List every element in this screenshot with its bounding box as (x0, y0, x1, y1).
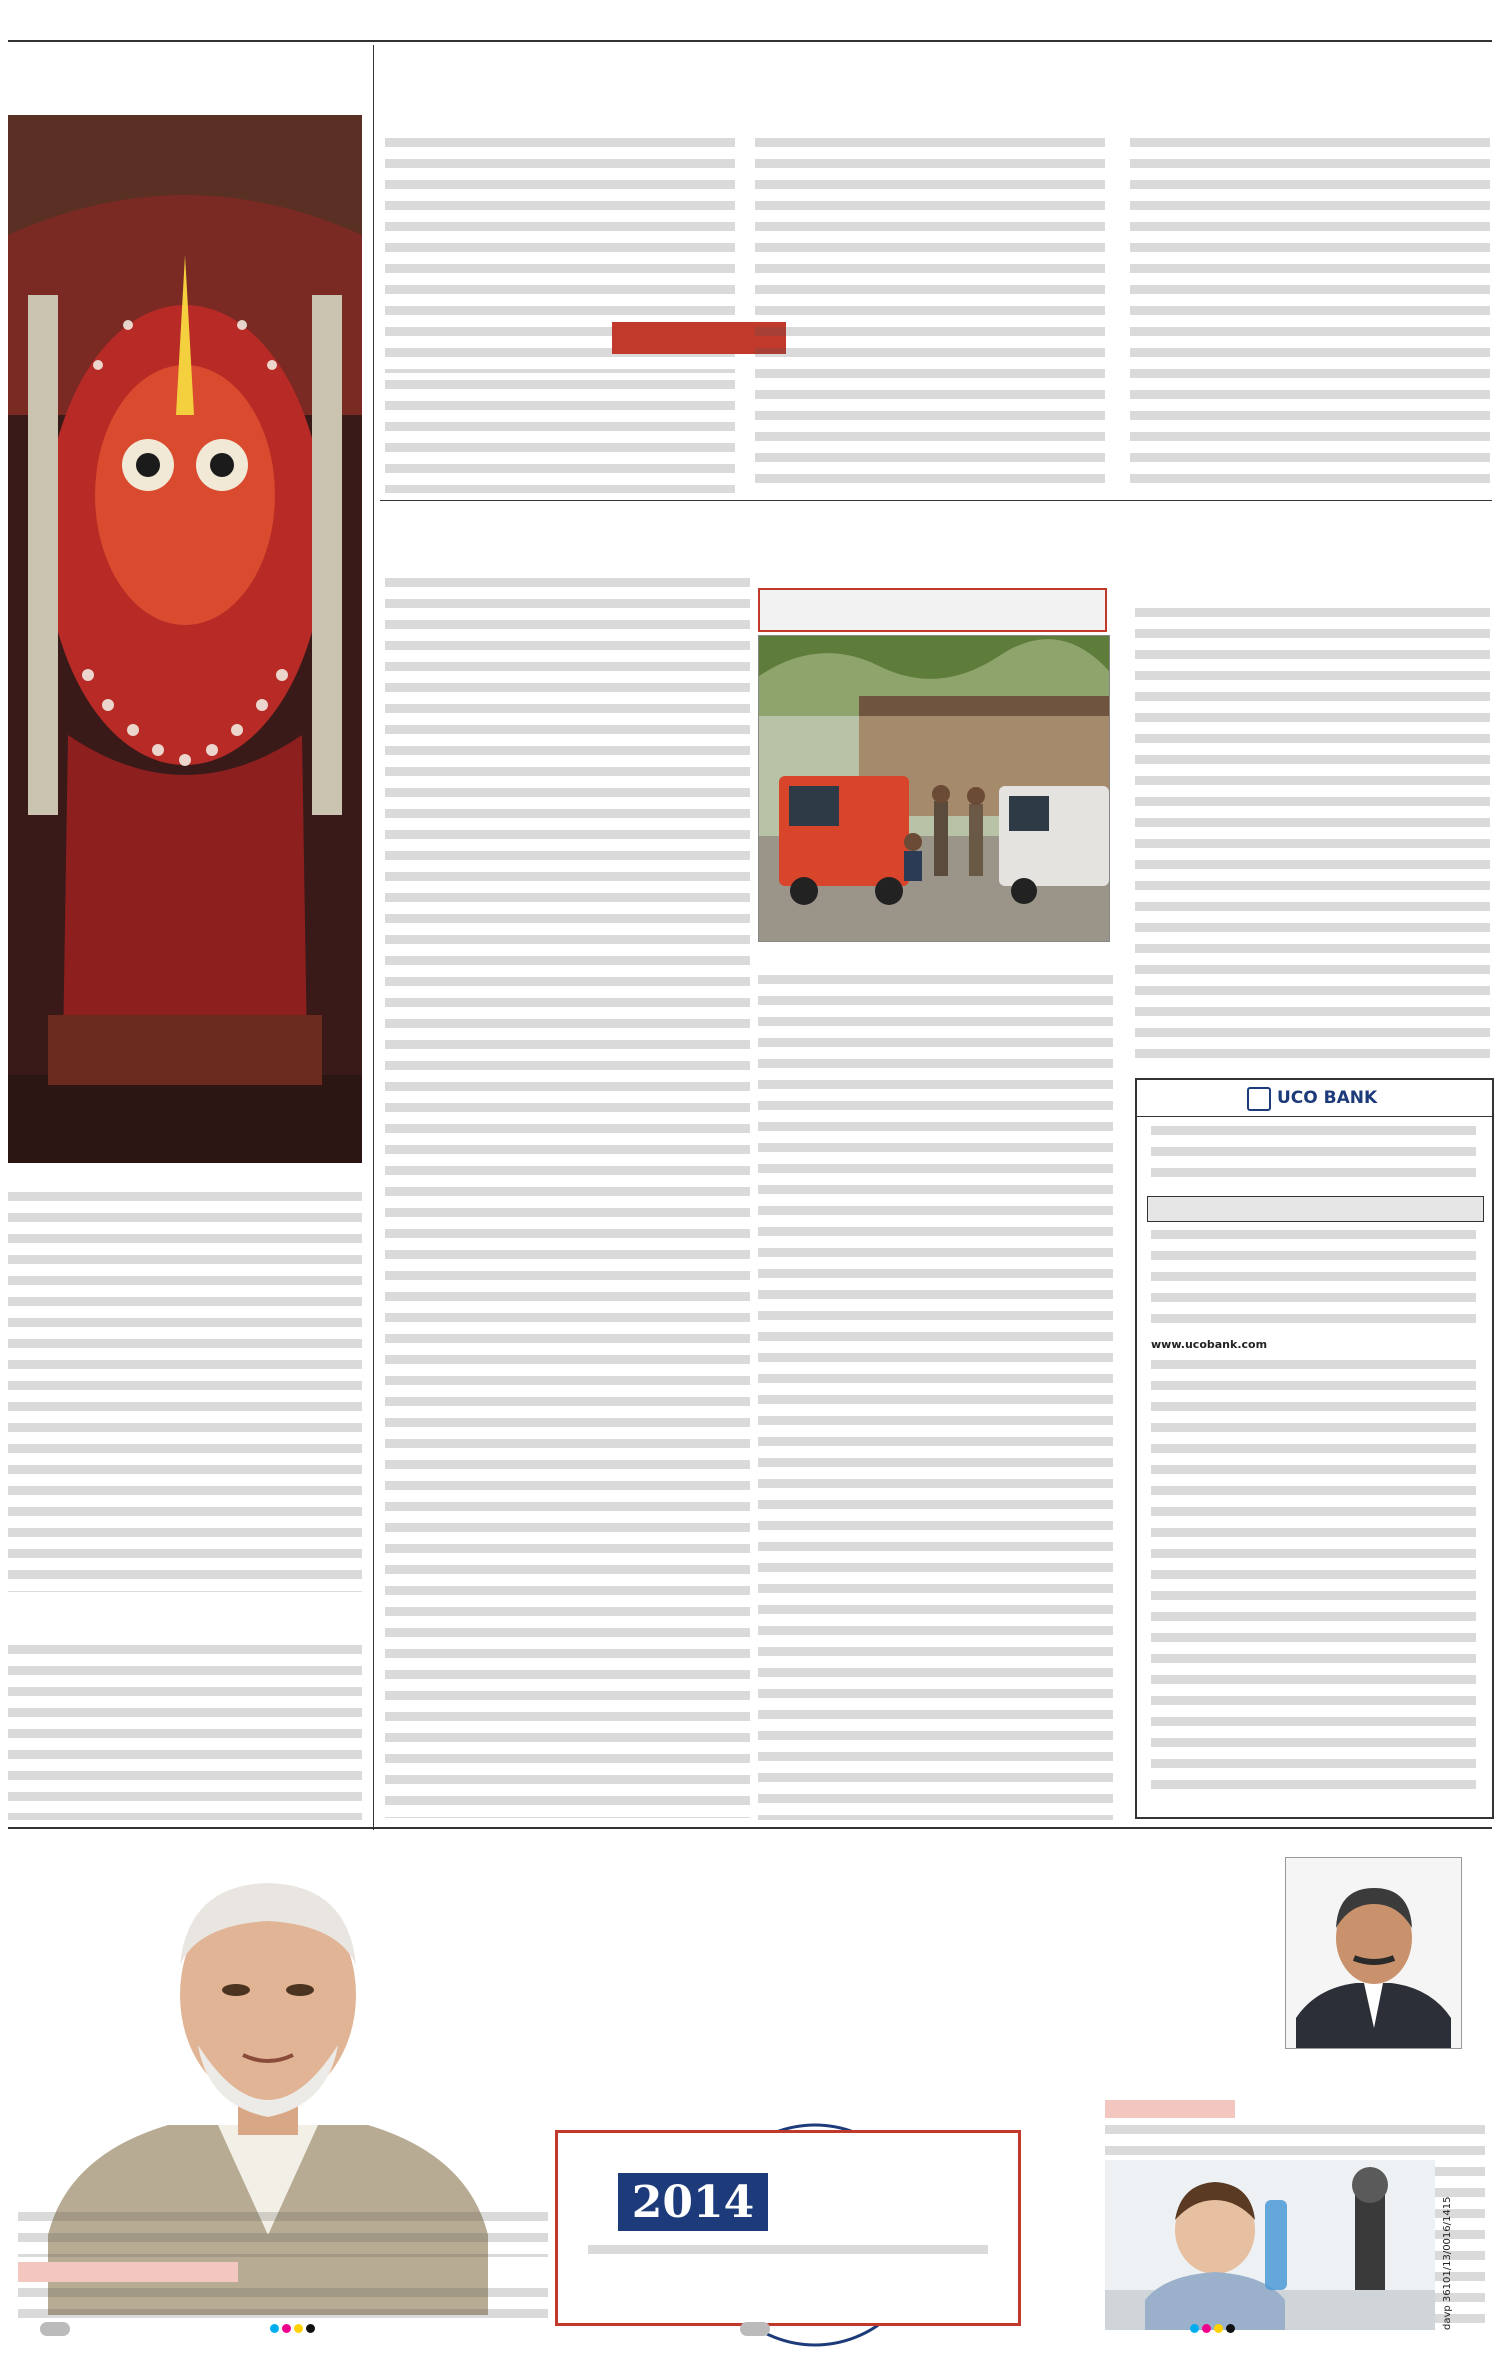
loot-body (1135, 608, 1490, 1068)
uco-logo-bar (1137, 1080, 1492, 1117)
masthead-rule (8, 40, 1492, 42)
kendu-photo (758, 635, 1110, 942)
color-dot (282, 2324, 291, 2333)
rule-bottom-news (8, 1827, 1492, 1829)
uco-brand: UCO BANK (1277, 1088, 1378, 1108)
achievements-heading (1105, 2100, 1235, 2118)
color-dot (1202, 2324, 1211, 2333)
color-dot (270, 2324, 279, 2333)
color-dot (294, 2324, 303, 2333)
scheme-features-bar (18, 2262, 238, 2282)
registration-mark (740, 2322, 770, 2336)
campaign-body-col1b (385, 380, 735, 493)
masthead (0, 0, 1500, 40)
uco-address (1151, 1126, 1476, 1186)
kendu-body-col2 (758, 975, 1113, 1820)
col-divider (373, 45, 374, 1830)
color-dot (1190, 2324, 1199, 2333)
rule-mid (380, 500, 1492, 501)
uco-notice-text-2 (1151, 1360, 1476, 1800)
color-dot (306, 2324, 315, 2333)
campaign-body-col2 (755, 138, 1105, 493)
year-text: 2014 (631, 2177, 755, 2228)
campaign-body-col3 (1130, 138, 1490, 493)
student-photo (1105, 2160, 1435, 2330)
registration-mark (40, 2322, 70, 2336)
color-dot (1214, 2324, 1223, 2333)
color-dot (1226, 2324, 1235, 2333)
minister-portrait (1285, 1857, 1462, 2049)
uco-logo-icon (1247, 1087, 1271, 1111)
exhibition-subtext (588, 2245, 988, 2265)
kendu-body-col1 (385, 578, 750, 1818)
uco-notice-bar (1147, 1196, 1484, 1222)
bus-body (8, 1645, 362, 1820)
exhibition-box (555, 2130, 1021, 2326)
uco-notice-text (1151, 1230, 1476, 1330)
ad-code: davp 36101/13/0016/1415 (1442, 2196, 1453, 2330)
samaleswari-body (8, 1192, 362, 1592)
uco-bank-ad (1135, 1078, 1494, 1819)
year-box (618, 2173, 768, 2231)
kendu-photo-tag (758, 588, 1107, 632)
samaleswari-photo (8, 115, 362, 1163)
scheme-features-text (18, 2288, 548, 2320)
uco-url: www.ucobank.com (1151, 1338, 1268, 1351)
inspire-intro-text (18, 2212, 548, 2257)
